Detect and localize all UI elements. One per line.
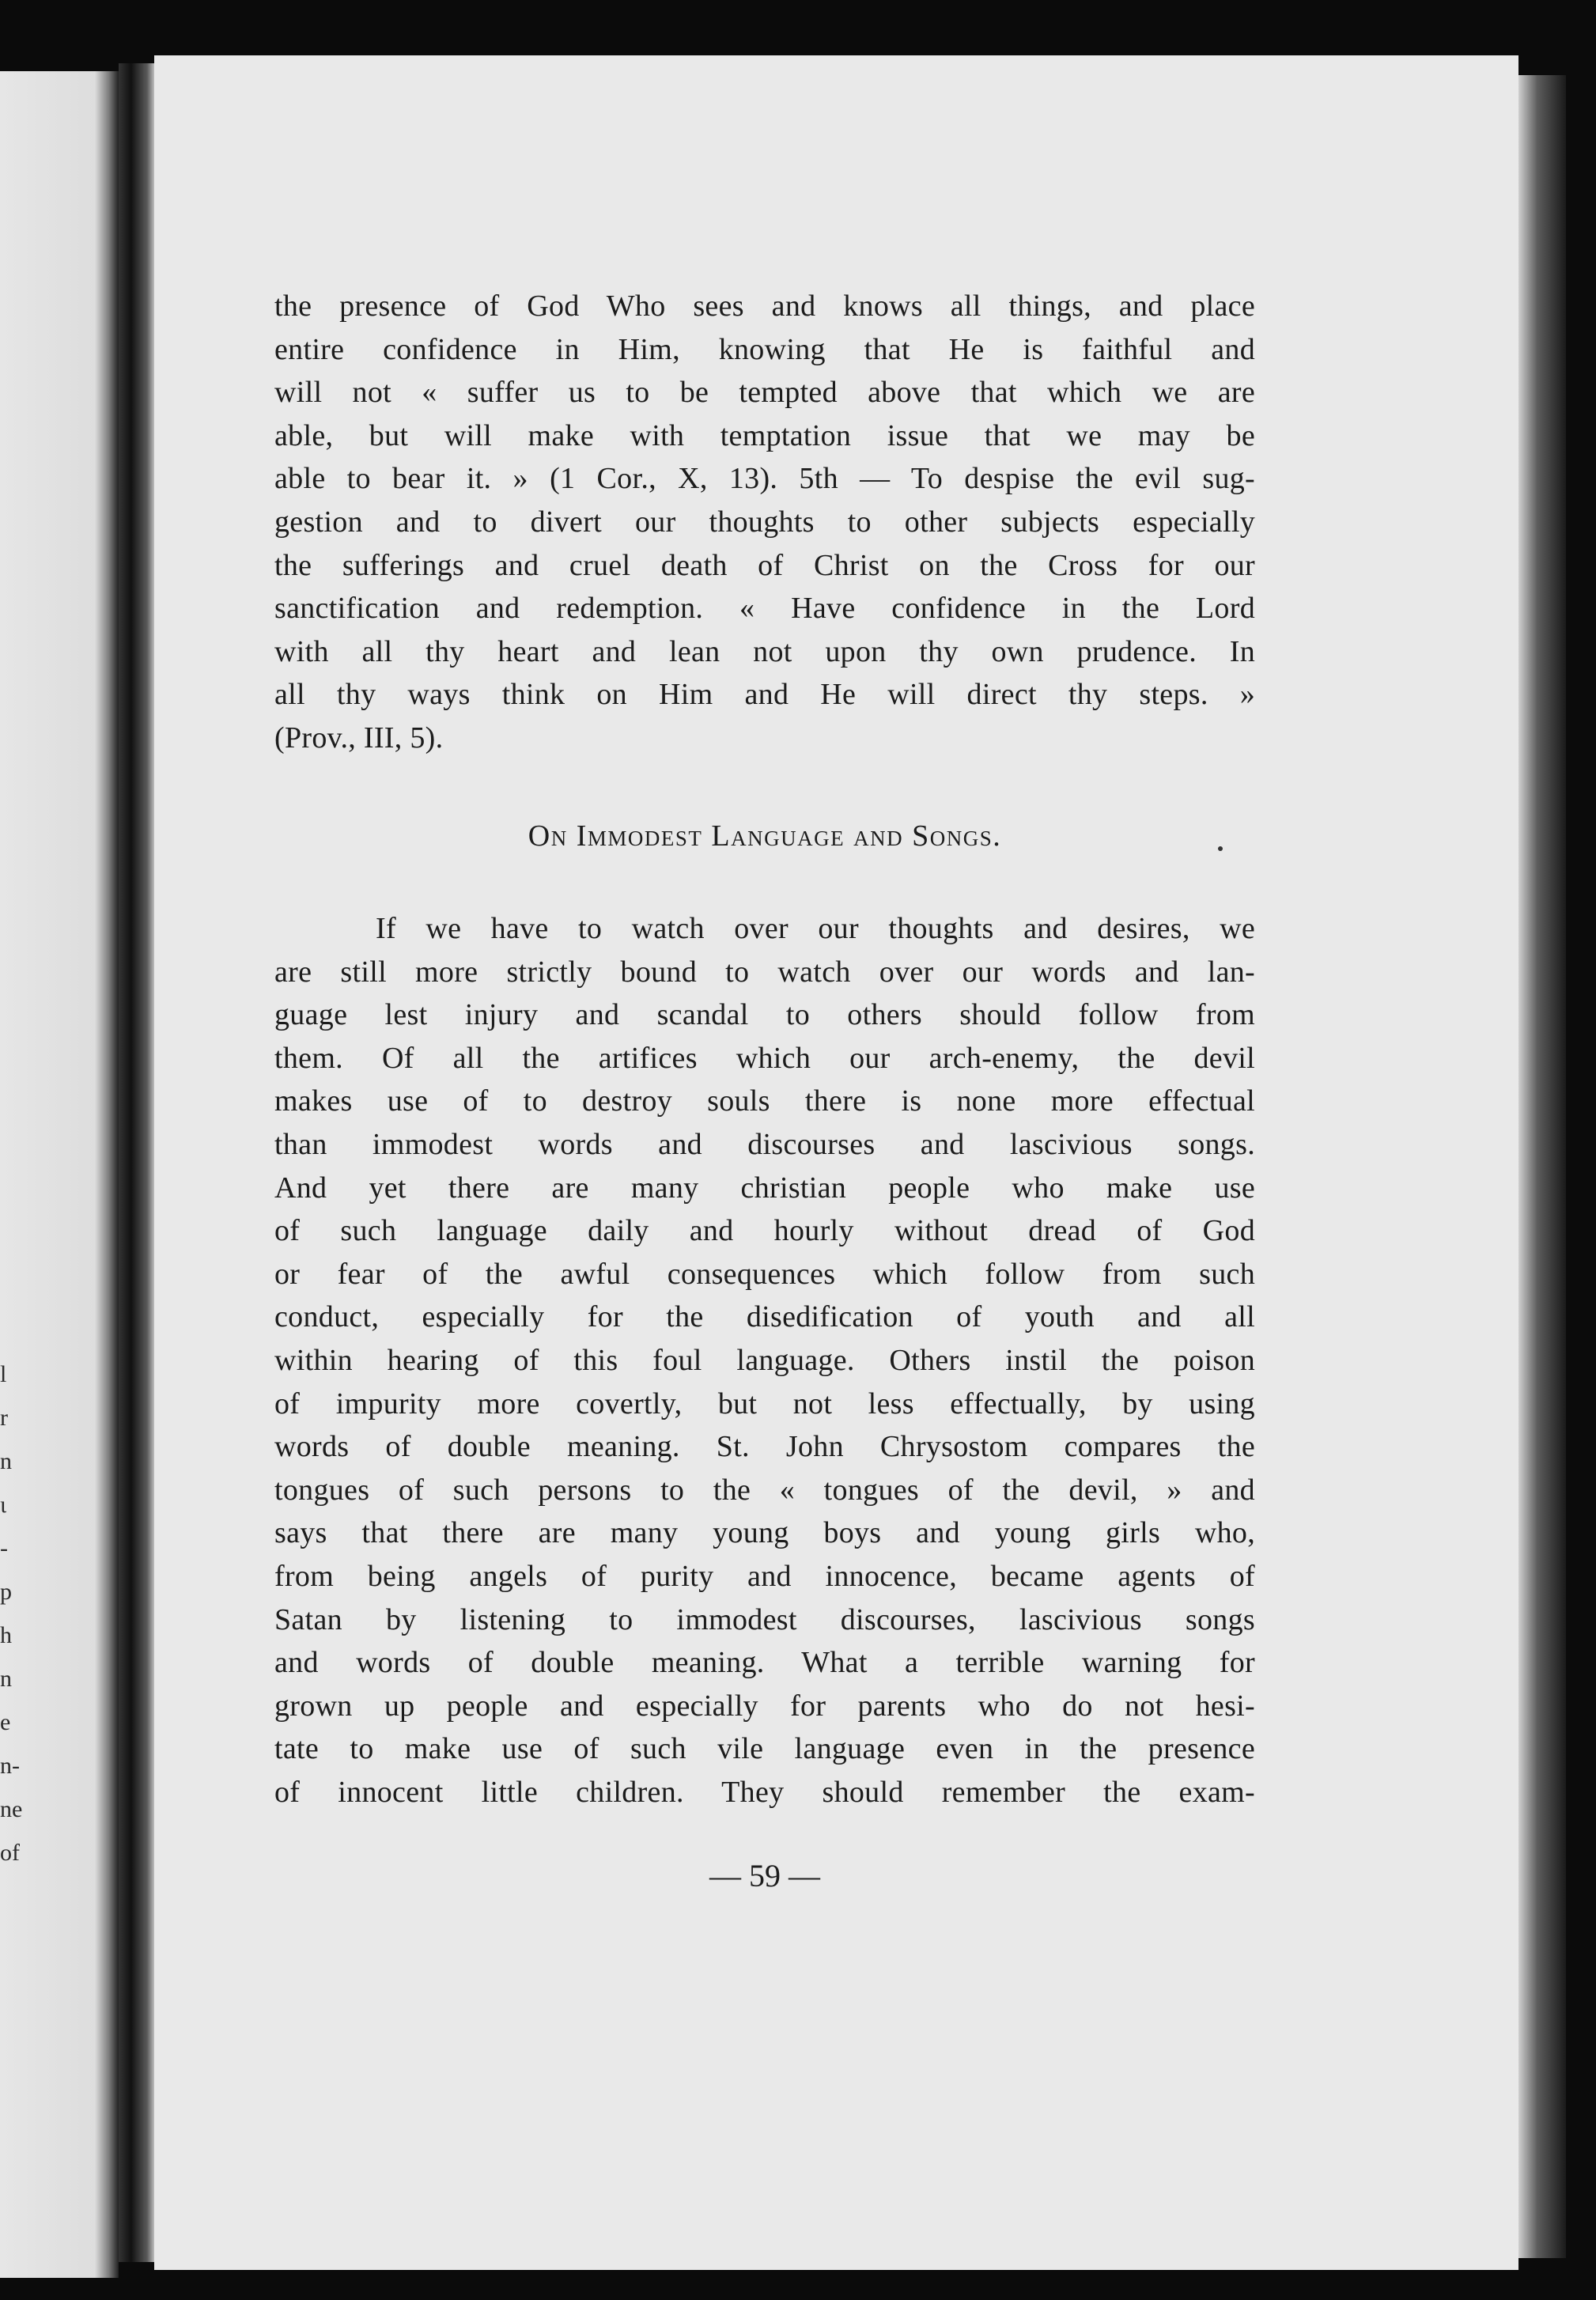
paragraph — [274, 907, 1255, 1814]
text-line: all thy ways think on Him and He will direct thy steps. » — [274, 678, 1255, 712]
text-line: sanctification and redemption. « Have confidence in the Lord — [274, 592, 1255, 626]
text-line: than immodest words and discourses and lascivious songs. — [274, 1127, 1255, 1161]
fragment: of — [0, 1840, 20, 1866]
text-line: with all thy heart and lean not upon thy own prudence. In — [274, 634, 1255, 668]
text-line: and words of double meaning. What a terrible warning for — [274, 1646, 1255, 1680]
text-line: from being angels of purity and innocence, became agents of — [274, 1559, 1255, 1593]
text-line: grown up people and especially for parents who do not hesi- — [274, 1689, 1255, 1723]
text-line: Satan by listening to immodest discourses, lascivious songs — [274, 1602, 1255, 1636]
text-line: of such language daily and hourly without dread of God — [274, 1214, 1255, 1248]
fragment: - — [0, 1535, 8, 1561]
text-line: of impurity more covertly, but not less effectually, by using — [274, 1386, 1255, 1420]
fragment: h — [0, 1622, 12, 1648]
fragment: p — [0, 1579, 12, 1605]
paragraph-continued — [274, 285, 1255, 760]
facing-page-edge — [0, 71, 119, 2278]
text-line: says that there are many young boys and young girls who, — [274, 1516, 1255, 1550]
fragment: ι — [0, 1492, 7, 1518]
text-line: (Prov., III, 5). — [274, 721, 444, 755]
page-right-edge — [1518, 75, 1566, 2258]
text-line: makes use of to destroy souls there is none more effectual — [274, 1084, 1255, 1118]
text-line: are still more strictly bound to watch over our words and lan- — [274, 955, 1255, 989]
text-line: conduct, especially for the disedification of youth and all — [274, 1300, 1255, 1334]
fragment: r — [0, 1405, 8, 1431]
fragment: n — [0, 1666, 12, 1692]
facing-page-text-fragments — [0, 1352, 32, 1874]
text-line: And yet there are many christian people who make use — [274, 1171, 1255, 1205]
text-line: able, but will make with temptation issue that we may be — [274, 418, 1255, 452]
text-line: or fear of the awful consequences which follow from such — [274, 1257, 1255, 1291]
text-line: them. Of all the artifices which our arch-enemy, the devil — [274, 1041, 1255, 1075]
text-line: tongues of such persons to the « tongues of the devil, » and — [274, 1473, 1255, 1507]
text-line: will not « suffer us to be tempted above that which we are — [274, 376, 1255, 410]
text-line: within hearing of this foul language. Others instil the poison — [274, 1343, 1255, 1377]
text-line: If we have to watch over our thoughts and desires, we — [376, 912, 1255, 945]
section-heading: On Immodest Language and Songs. — [528, 819, 1002, 853]
fragment: n- — [0, 1753, 20, 1779]
fragment: l — [0, 1361, 7, 1387]
text-line: of innocent little children. They should remember the exam- — [274, 1775, 1255, 1809]
book-spine-shadow — [119, 63, 154, 2262]
text-line: able to bear it. » (1 Cor., X, 13). 5th — To despise the evil sug- — [274, 462, 1255, 496]
fragment: ne — [0, 1796, 23, 1822]
text-line: the sufferings and cruel death of Christ on the Cross for our — [274, 548, 1255, 582]
page-number: — 59 — — [709, 1858, 820, 1893]
text-line: entire confidence in Him, knowing that He is faithful and — [274, 332, 1255, 366]
text-line: tate to make use of such vile language even in the presence — [274, 1732, 1255, 1766]
text-line: the presence of God Who sees and knows all things, and place — [274, 289, 1255, 323]
text-line: words of double meaning. St. John Chrysostom compares the — [274, 1430, 1255, 1464]
text-line: gestion and to divert our thoughts to other subjects especially — [274, 505, 1255, 539]
fragment: e — [0, 1709, 11, 1735]
print-speck — [1218, 846, 1223, 851]
fragment: n — [0, 1448, 12, 1474]
text-line: guage lest injury and scandal to others should follow from — [274, 998, 1255, 1032]
